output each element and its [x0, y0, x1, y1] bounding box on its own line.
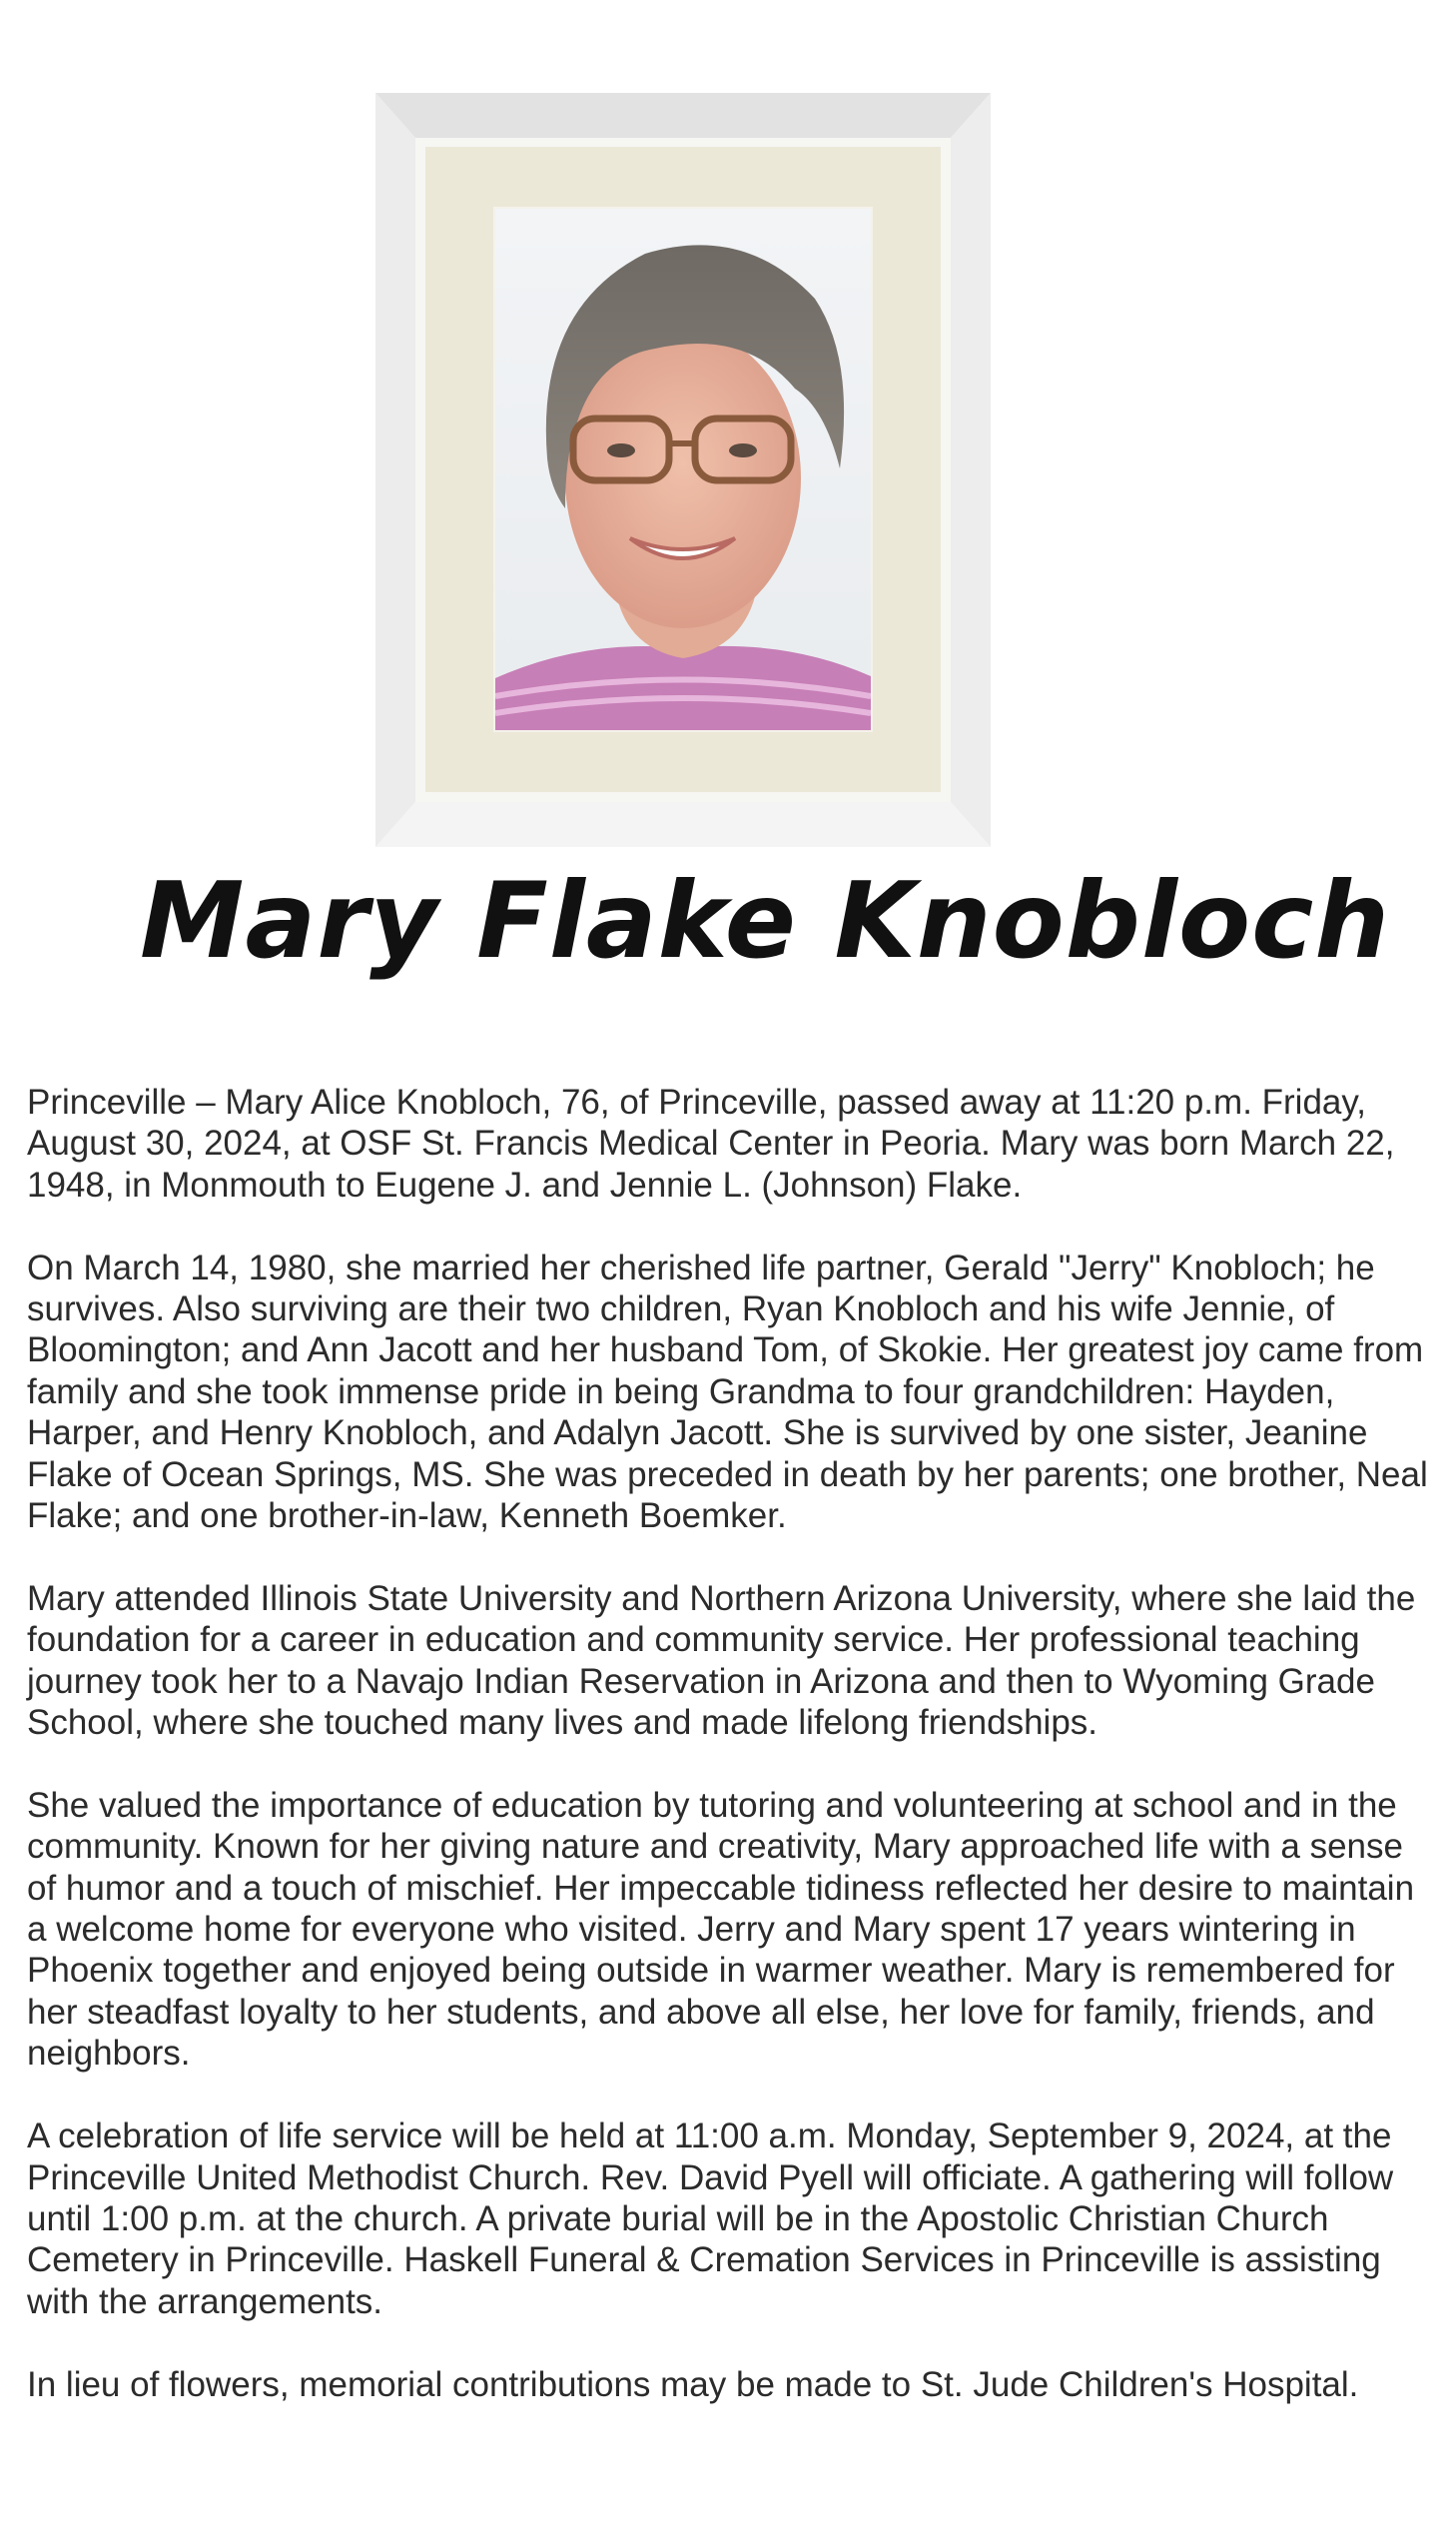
paragraph-family: On March 14, 1980, she married her cherished life partner, Gerald "Jerry" Knobloch; he survives. Also surviving are their two children, Ryan Knobloch and his wife Jennie, of Bloomington; and Ann Jacott and her husband Tom, of Skokie. Her greatest joy came from family and she took immense pride in being Grandma to four grandchildren: Hayden, Harper, and Henry Knobloch, and Adalyn Jacott. She is survived by one sister, Jeanine Flake of Ocean Springs, MS. She was preceded in death by her parents; one brother, Neal Flake; and one brother-in-law, Kenneth Boemker. [27, 1248, 1428, 1536]
portrait-photo [495, 209, 871, 730]
deceased-name: Mary Flake Knobloch [140, 860, 1391, 982]
paragraph-service-details: A celebration of life service will be held at 11:00 a.m. Monday, September 9, 2024, at the Princeville United Methodist Church. Rev. David Pyell will officiate. A gathering will follow until 1:00 p.m. at the church. A private burial will be in the Apostolic Christian Church Cemetery in Princeville. Haskell Funeral & Cremation Services in Princeville is assisting with the arrangements. [27, 2117, 1394, 2321]
paragraph-character: She valued the importance of education by tutoring and volunteering at school and in the community. Known for her giving nature and creativity, Mary approached life with a sense of humor and a touch of mischief. Her impeccable tidiness reflected her desire to maintain a welcome home for everyone who visited. Jerry and Mary spent 17 years wintering in Phoenix together and enjoyed being outside in warmer weather. Mary is remembered for her steadfast loyalty to her students, and above all else, her love for family, friends, and neighbors. [27, 1785, 1415, 2074]
paragraph-memorials: In lieu of flowers, memorial contributions may be made to St. Jude Children's Hospital. [27, 2364, 1359, 2404]
paragraph-education-career: Mary attended Illinois State University and Northern Arizona University, where she laid the foundation for a career in education and community service. Her professional teaching journey took her to a Navajo Indian Reservation in Arizona and then to Wyoming Grade School, where she touched many lives and made lifelong friendships. [27, 1578, 1416, 1743]
portrait-frame [375, 93, 991, 847]
obituary-text [27, 1082, 1435, 2446]
paragraph-death-notice: Princeville – Mary Alice Knobloch, 76, of Princeville, passed away at 11:20 p.m. Friday, August 30, 2024, at OSF St. Francis Medical Center in Peoria. Mary was born March 22, 1948, in Monmouth to Eugene J. and Jennie L. (Johnson) Flake. [27, 1083, 1395, 1205]
